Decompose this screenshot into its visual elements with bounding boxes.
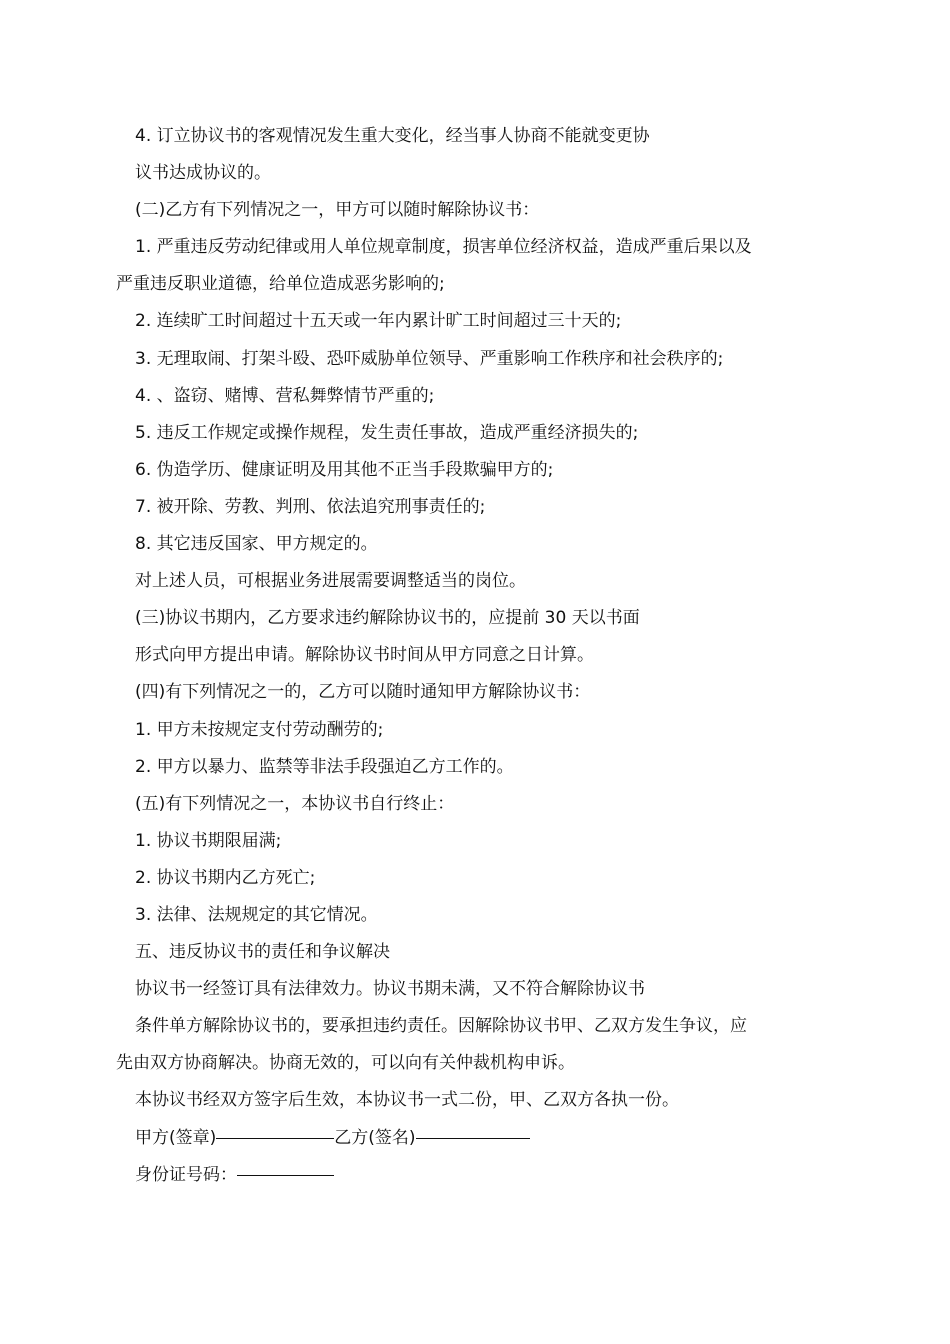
paragraph-line: 3. 无理取闹、打架斗殴、恐吓威胁单位领导、严重影响工作秩序和社会秩序的;: [135, 348, 724, 369]
paragraph-line: 4. 、盗窃、赌博、营私舞弊情节严重的;: [135, 385, 435, 406]
paragraph-line: 3. 法律、法规规定的其它情况。: [135, 904, 378, 925]
party-a-label: 甲方(签章): [135, 1127, 217, 1148]
paragraph-line: 对上述人员，可根据业务进展需要调整适当的岗位。: [135, 571, 526, 592]
document-body: [0, 118, 950, 1120]
id-label: 身份证号码：: [135, 1164, 237, 1185]
paragraph-line: (三)协议书期内，乙方要求违约解除协议书的，应提前 30 天以书面: [135, 608, 640, 629]
paragraph-line: 五、违反协议书的责任和争议解决: [135, 942, 390, 963]
paragraph-line: 1. 严重违反劳动纪律或用人单位规章制度，损害单位经济权益，造成严重后果以及: [135, 237, 752, 258]
id-line: [0, 1157, 950, 1194]
paragraph-line: 4. 订立协议书的客观情况发生重大变化，经当事人协商不能就变更协: [135, 126, 650, 146]
document-page: [0, 118, 950, 1194]
paragraph-line: 条件单方解除协议书的，要承担违约责任。因解除协议书甲、乙双方发生争议，应: [135, 1016, 747, 1037]
paragraph-line: 1. 协议书期限届满;: [135, 830, 282, 851]
paragraph-line: (四)有下列情况之一的，乙方可以随时通知甲方解除协议书：: [135, 682, 591, 703]
id-blank: [237, 1174, 334, 1176]
paragraph-line: 议书达成协议的。: [135, 163, 271, 184]
paragraph-line: 1. 甲方未按规定支付劳动酬劳的;: [135, 719, 384, 740]
signature-line: [0, 1120, 950, 1157]
paragraph-line: 本协议书经双方签字后生效，本协议书一式二份，甲、乙双方各执一份。: [135, 1090, 679, 1111]
paragraph-line: 先由双方协商解决。协商无效的，可以向有关仲裁机构申诉。: [116, 1053, 575, 1074]
paragraph-line: 严重违反职业道德，给单位造成恶劣影响的;: [116, 274, 445, 295]
paragraph-line: 6. 伪造学历、健康证明及用其他不正当手段欺骗甲方的;: [135, 459, 554, 480]
paragraph-line: (二)乙方有下列情况之一，甲方可以随时解除协议书：: [135, 200, 540, 221]
party-a-blank: [216, 1137, 334, 1139]
party-b-blank: [416, 1137, 530, 1139]
paragraph-line: 8. 其它违反国家、甲方规定的。: [135, 534, 378, 555]
paragraph-line: 2. 协议书期内乙方死亡;: [135, 867, 316, 888]
paragraph-line: 2. 甲方以暴力、监禁等非法手段强迫乙方工作的。: [135, 756, 514, 777]
party-b-label: 乙方(签名): [334, 1127, 416, 1148]
paragraph-line: 形式向甲方提出申请。解除协议书时间从甲方同意之日计算。: [135, 645, 594, 666]
paragraph-line: 协议书一经签订具有法律效力。协议书期未满，又不符合解除协议书: [135, 979, 645, 1000]
paragraph-line: 5. 违反工作规定或操作规程，发生责任事故，造成严重经济损失的;: [135, 422, 639, 443]
paragraph-line: (五)有下列情况之一，本协议书自行终止：: [135, 793, 455, 814]
paragraph-line: 2. 连续旷工时间超过十五天或一年内累计旷工时间超过三十天的;: [135, 311, 622, 332]
paragraph-line: 7. 被开除、劳教、判刑、依法追究刑事责任的;: [135, 496, 486, 517]
